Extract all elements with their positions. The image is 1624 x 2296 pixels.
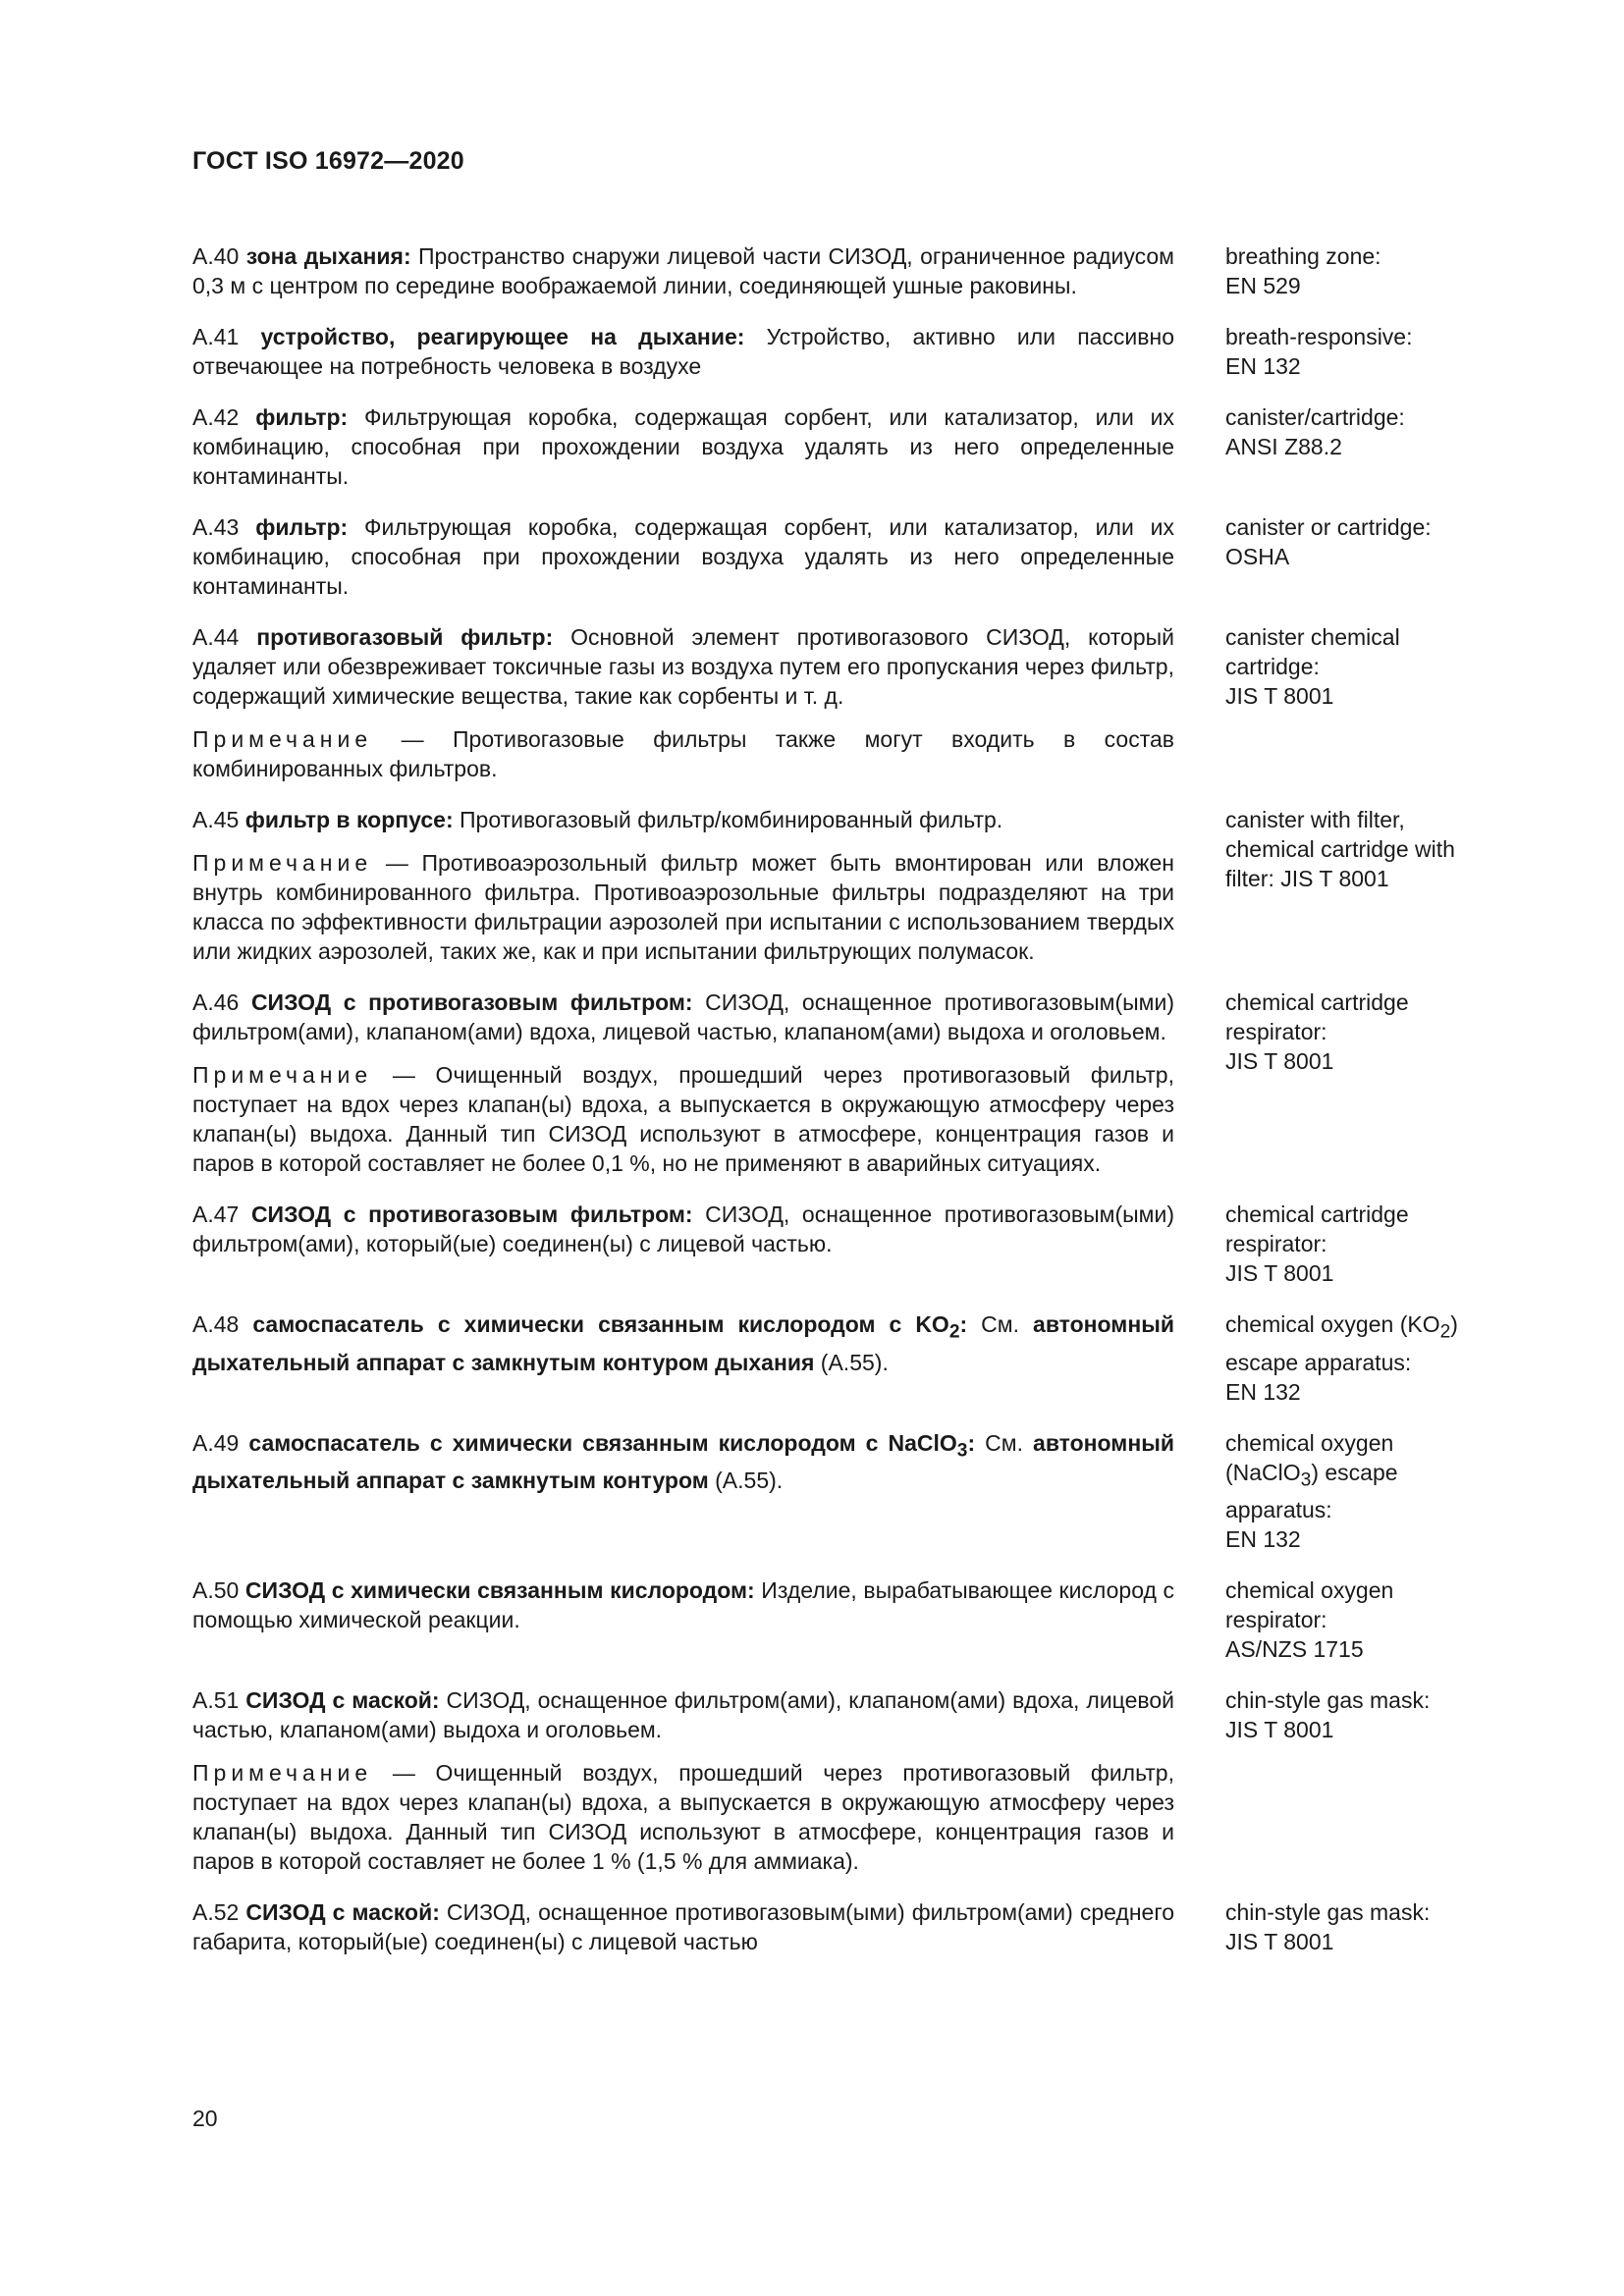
entry-number: A.52 [192, 1899, 240, 1926]
reference-line: canister chemical [1225, 624, 1400, 650]
entry-term: СИЗОД с маской: [245, 1687, 440, 1714]
entry-text [192, 805, 1174, 966]
entry-number: A.51 [192, 1687, 240, 1714]
entry-reference [1225, 988, 1481, 1178]
see-reference: (A.55). [814, 1349, 889, 1375]
note-label: Примечание [192, 850, 373, 876]
glossary-entry [192, 1309, 1489, 1407]
glossary-entry [192, 1200, 1489, 1288]
note-label: Примечание [192, 1062, 373, 1088]
reference-line: escape apparatus: [1225, 1349, 1412, 1375]
reference-line: EN 132 [1225, 353, 1301, 379]
reference-line: breathing zone: [1225, 243, 1381, 269]
entry-text [192, 322, 1174, 381]
entry-number: A.40 [192, 243, 240, 269]
entry-reference [1225, 512, 1481, 601]
glossary-entry [192, 1897, 1489, 1956]
entry-reference [1225, 1685, 1481, 1876]
entry-term: СИЗОД с химически связанным кислородом: [244, 1577, 755, 1604]
see-text: См. [967, 1311, 1034, 1337]
entry-number: A.47 [192, 1201, 240, 1227]
reference-line: EN 529 [1225, 273, 1301, 298]
reference-line: cartridge: [1225, 654, 1320, 679]
entry-reference [1225, 805, 1481, 966]
document-title: ГОСТ ISO 16972—2020 [192, 147, 464, 175]
entry-definition: СИЗОД, оснащенное фильтром(ами), клапаном(ами) вдоха, лицевой частью, клапаном(ами) выдоха и оголовьем. [192, 1687, 1174, 1743]
entry-text [192, 402, 1174, 491]
reference-line: chemical cartridge [1225, 989, 1409, 1015]
entry-reference [1225, 1897, 1481, 1956]
see-text: См. [975, 1429, 1034, 1456]
reference-line: EN 132 [1225, 1526, 1301, 1553]
reference-line: respirator: [1225, 1019, 1327, 1044]
entry-term: СИЗОД с противогазовым фильтром: [250, 1201, 693, 1227]
entry-text [192, 241, 1174, 300]
glossary-entry [192, 402, 1489, 491]
entry-term: фильтр в корпусе: [244, 807, 454, 832]
entry-text [192, 988, 1174, 1178]
reference-line: chemical cartridge with [1225, 836, 1455, 862]
entry-term: самоспасатель с химически связанным кислородом с $KO_2$: [252, 1311, 968, 1343]
entry-definition: Фильтрующая коробка, содержащая сорбент, или катализатор, или их комбинацию, способная при прохождении воздуха удалять из него определенные контаминанты. [192, 404, 1174, 489]
reference-line: respirator: [1225, 1607, 1327, 1633]
entry-reference [1225, 1428, 1481, 1555]
glossary-entry [192, 241, 1489, 300]
entry-term: самоспасатель с химически связанным кислородом с NaClO$_3$: [248, 1429, 976, 1462]
entry-text [192, 1309, 1174, 1407]
reference-line: JIS T 8001 [1225, 1717, 1334, 1743]
entry-number: A.41 [192, 324, 240, 349]
reference-line: OSHA [1225, 544, 1290, 569]
entry-number: A.45 [192, 807, 240, 832]
glossary-entry [192, 322, 1489, 381]
entry-text [192, 1428, 1174, 1555]
reference-line: apparatus: [1225, 1497, 1332, 1523]
entry-reference [1225, 1200, 1481, 1288]
entry-number: A.44 [192, 624, 240, 650]
reference-line: canister or cartridge: [1225, 514, 1432, 540]
entry-reference [1225, 402, 1481, 491]
reference-line: chemical oxygen [1225, 1429, 1394, 1456]
glossary-entries [192, 241, 1489, 1978]
reference-line: chemical oxygen [1225, 1577, 1394, 1604]
glossary-entry [192, 1685, 1489, 1876]
entry-definition: Устройство, активно или пассивно отвечающее на потребность человека в воздухе [192, 324, 1174, 379]
entry-term: СИЗОД с противогазовым фильтром: [250, 989, 693, 1015]
entry-text [192, 1897, 1174, 1956]
glossary-entry [192, 1428, 1489, 1555]
reference-line: JIS T 8001 [1225, 1260, 1334, 1286]
entry-number: A.43 [192, 514, 240, 540]
entry-definition: СИЗОД, оснащенное противогазовым(ыми) фильтром(ами), клапаном(ами) вдоха, лицевой частью, клапаном(ами) выдоха и оголовьем. [192, 989, 1174, 1044]
entry-number: A.49 [192, 1429, 240, 1456]
see-term: автономный дыхательный аппарат с замкнутым контуром [192, 1429, 1174, 1494]
reference-line: chemical oxygen $(KO_2)$ [1225, 1311, 1458, 1343]
reference-line: chemical cartridge [1225, 1201, 1409, 1227]
entry-term: фильтр: [255, 514, 349, 540]
entry-number: A.48 [192, 1311, 240, 1337]
entry-text [192, 1685, 1174, 1876]
entry-term: зона дыхания: [245, 243, 411, 269]
reference-line: JIS T 8001 [1225, 1048, 1334, 1074]
entry-term: СИЗОД с маской: [245, 1899, 440, 1926]
entry-definition: Фильтрующая коробка, содержащая сорбент, или катализатор, или их комбинацию, способная при прохождении воздуха удалять из него определенные контаминанты. [192, 514, 1174, 599]
entry-text [192, 622, 1174, 783]
page-number: 20 [192, 2106, 218, 2131]
entry-number: A.46 [192, 989, 240, 1015]
reference-line: canister with filter, [1225, 807, 1405, 832]
reference-line: (NaClO$_3$) escape [1225, 1459, 1398, 1491]
reference-line: respirator: [1225, 1231, 1327, 1256]
note-text: — Противоаэрозольный фильтр может быть вмонтирован или вложен внутрь комбинированного фильтра. Противоаэрозольные фильтры подразделяют на три класса по эффективности фильтрации аэрозолей при испытании с использованием твердых или жидких аэрозолей, таких же, как и при испытании фильтрующих полумасок. [192, 850, 1174, 964]
entry-number: A.50 [192, 1577, 240, 1604]
note-text: — Противогазовые фильтры также могут входить в состав комбинированных фильтров. [192, 726, 1174, 781]
entry-reference [1225, 622, 1481, 783]
entry-definition: Пространство снаружи лицевой части СИЗОД, ограниченное радиусом 0,3 м с центром по середине воображаемой линии, соединяющей ушные раковины. [192, 243, 1174, 298]
glossary-entry [192, 1575, 1489, 1664]
entry-definition: Изделие, вырабатывающее кислород с помощью химической реакции. [192, 1577, 1174, 1633]
reference-line: breath-responsive: [1225, 324, 1413, 349]
entry-reference [1225, 241, 1481, 300]
entry-reference [1225, 322, 1481, 381]
see-reference: (A.55). [708, 1468, 784, 1494]
entry-text [192, 512, 1174, 601]
note-label: Примечание [192, 726, 373, 752]
entry-text [192, 1575, 1174, 1664]
entry-term: фильтр: [255, 404, 349, 430]
entry-term: устройство, реагирующее на дыхание: [260, 324, 745, 349]
reference-line: filter: JIS T 8001 [1225, 866, 1389, 891]
entry-reference [1225, 1309, 1481, 1407]
glossary-entry [192, 988, 1489, 1178]
entry-text [192, 1200, 1174, 1288]
reference-line: AS/NZS 1715 [1225, 1636, 1364, 1663]
entry-definition: СИЗОД, оснащенное противогазовым(ыми) фильтром(ами) среднего габарита, который(ые) соединен(ы) с лицевой частью [192, 1899, 1174, 1955]
glossary-entry [192, 622, 1489, 783]
entry-definition: Противогазовый фильтр/комбинированный фильтр. [453, 807, 1003, 832]
reference-line: chin-style gas mask: [1225, 1687, 1431, 1714]
reference-line: EN 132 [1225, 1378, 1301, 1405]
reference-line: chin-style gas mask: [1225, 1899, 1431, 1926]
entry-definition: СИЗОД, оснащенное противогазовым(ыми) фильтром(ами), который(ые) соединен(ы) с лицевой частью. [192, 1201, 1174, 1256]
entry-reference [1225, 1575, 1481, 1664]
reference-line: JIS T 8001 [1225, 1929, 1334, 1955]
see-term: автономный дыхательный аппарат с замкнутым контуром дыхания [192, 1311, 1174, 1375]
reference-line: ANSI Z88.2 [1225, 434, 1342, 459]
reference-line: canister/cartridge: [1225, 404, 1405, 430]
reference-line: JIS T 8001 [1225, 683, 1334, 709]
glossary-entry [192, 512, 1489, 601]
entry-term: противогазовый фильтр: [256, 624, 554, 650]
entry-definition: Основной элемент противогазового СИЗОД, который удаляет или обезвреживает токсичные газы из воздуха путем его пропускания через фильтр, содержащий химические вещества, такие как сорбенты и т. д. [192, 624, 1174, 709]
entry-number: A.42 [192, 404, 240, 430]
note-text: — Очищенный воздух, прошедший через противогазовый фильтр, поступает на вдох через клапан(ы) вдоха, а выпускается в окружающую атмосферу через клапан(ы) выдоха. Данный тип СИЗОД используют в атмосфере, концентрация газов и паров в которой составляет не более 0,1 %, но не применяют в аварийных ситуациях. [192, 1062, 1174, 1176]
note-label: Примечание [192, 1760, 373, 1787]
note-text: — Очищенный воздух, прошедший через противогазовый фильтр, поступает на вдох через клапан(ы) вдоха, а выпускается в окружающую атмосферу через клапан(ы) выдоха. Данный тип СИЗОД используют в атмосфере, концентрация газов и паров в которой составляет не более 1 % (1,5 % для аммиака). [192, 1760, 1174, 1875]
glossary-entry [192, 805, 1489, 966]
